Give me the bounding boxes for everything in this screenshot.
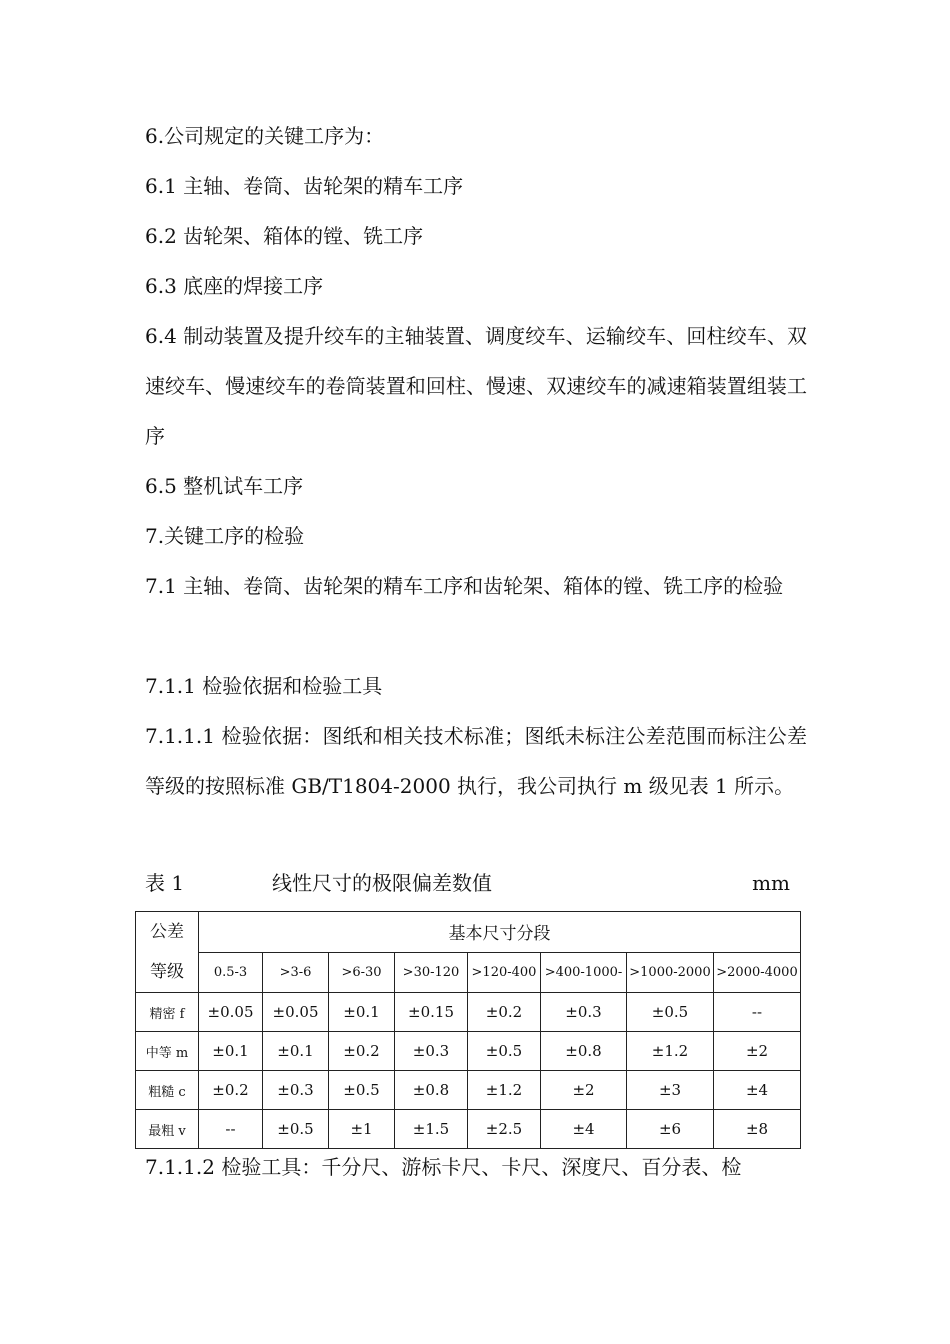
tolerance-value: ±3 bbox=[627, 1071, 714, 1110]
range-header: >120-400 bbox=[468, 952, 541, 993]
tolerance-value: ±0.1 bbox=[329, 993, 395, 1032]
grade-name-cell: 中等 m bbox=[136, 1032, 199, 1071]
tolerance-value: ±0.15 bbox=[395, 993, 468, 1032]
paragraph-6-3: 6.3 底座的焊接工序 bbox=[145, 274, 324, 298]
range-header: >6-30 bbox=[329, 952, 395, 993]
table-row bbox=[136, 993, 801, 1032]
table-caption-label: 表 1 bbox=[145, 871, 185, 895]
paragraph-7-1-1: 7.1.1 检验依据和检验工具 bbox=[145, 674, 383, 698]
table-row bbox=[136, 1071, 801, 1110]
grade-header-line-2: 等级 bbox=[150, 962, 184, 982]
tolerance-value: ±2 bbox=[541, 1071, 627, 1110]
range-header: >1000-2000 bbox=[627, 952, 714, 993]
paragraph-6-5: 6.5 整机试车工序 bbox=[145, 474, 304, 498]
tolerance-value: ±0.5 bbox=[329, 1071, 395, 1110]
paragraph-6-1: 6.1 主轴、卷筒、齿轮架的精车工序 bbox=[145, 174, 464, 198]
table-row bbox=[136, 1032, 801, 1071]
tolerance-value: ±0.5 bbox=[468, 1032, 541, 1071]
table-range-row bbox=[136, 952, 801, 993]
range-header: >400-1000- bbox=[541, 952, 627, 993]
grade-name-cell: 精密 f bbox=[136, 993, 199, 1032]
tolerance-value: ±0.3 bbox=[395, 1032, 468, 1071]
paragraph-6-2: 6.2 齿轮架、箱体的镗、铣工序 bbox=[145, 224, 424, 248]
tolerance-value: ±0.2 bbox=[199, 1071, 263, 1110]
table-caption bbox=[145, 860, 790, 906]
grade-header-line-1: 公差 bbox=[150, 922, 184, 942]
paragraph-7-1-1-1: 7.1.1.1 检验依据：图纸和相关技术标准；图纸未标注公差范围而标注公差等级的按照标准 GB/T1804-2000 执行，我公司执行 m 级见表 1 所示。 bbox=[145, 724, 807, 798]
tolerance-value: ±4 bbox=[541, 1110, 627, 1149]
range-header: >2000-4000 bbox=[714, 952, 801, 993]
paragraph-7-1-1-2: 7.1.1.2 检验工具：千分尺、游标卡尺、卡尺、深度尺、百分表、检 bbox=[145, 1155, 742, 1179]
tolerance-value: ±0.2 bbox=[468, 993, 541, 1032]
grade-name-cell: 最粗 v bbox=[136, 1110, 199, 1149]
paragraph-6: 6.公司规定的关键工序为： bbox=[145, 124, 385, 148]
tolerance-value: ±4 bbox=[714, 1071, 801, 1110]
tolerance-value: ±0.2 bbox=[329, 1032, 395, 1071]
range-header: 0.5-3 bbox=[199, 952, 263, 993]
tolerance-table bbox=[135, 911, 801, 1149]
tolerance-value: ±0.3 bbox=[541, 993, 627, 1032]
grade-name-cell: 粗糙 c bbox=[136, 1071, 199, 1110]
tolerance-value: ±8 bbox=[714, 1110, 801, 1149]
tolerance-value: -- bbox=[199, 1110, 263, 1149]
tolerance-value: ±0.3 bbox=[263, 1071, 329, 1110]
table-caption-title: 线性尺寸的极限偏差数值 bbox=[272, 871, 492, 895]
tolerance-value: ±0.5 bbox=[263, 1110, 329, 1149]
section-header-cell: 基本尺寸分段 bbox=[199, 912, 801, 953]
table-caption-unit: mm bbox=[752, 871, 790, 895]
tolerance-value: ±0.8 bbox=[395, 1071, 468, 1110]
tolerance-value: ±2 bbox=[714, 1032, 801, 1071]
tolerance-value: ±1.5 bbox=[395, 1110, 468, 1149]
paragraph-7: 7.关键工序的检验 bbox=[145, 524, 305, 548]
tolerance-value: ±0.8 bbox=[541, 1032, 627, 1071]
table-header-row bbox=[136, 912, 801, 953]
paragraph-6-4: 6.4 制动装置及提升绞车的主轴装置、调度绞车、运输绞车、回柱绞车、双速绞车、慢速绞车的卷筒装置和回柱、慢速、双速绞车的减速箱装置组装工序 bbox=[145, 324, 807, 448]
tolerance-value: ±1.2 bbox=[468, 1071, 541, 1110]
tolerance-value: ±0.5 bbox=[627, 993, 714, 1032]
grade-header-cell bbox=[136, 912, 199, 993]
range-header: >3-6 bbox=[263, 952, 329, 993]
tolerance-value: ±0.05 bbox=[263, 993, 329, 1032]
tolerance-value: ±0.05 bbox=[199, 993, 263, 1032]
tolerance-value: ±0.1 bbox=[199, 1032, 263, 1071]
tolerance-value: ±2.5 bbox=[468, 1110, 541, 1149]
tolerance-value: ±1 bbox=[329, 1110, 395, 1149]
tolerance-value: ±6 bbox=[627, 1110, 714, 1149]
tolerance-value: -- bbox=[714, 993, 801, 1032]
tolerance-value: ±1.2 bbox=[627, 1032, 714, 1071]
paragraph-7-1: 7.1 主轴、卷筒、齿轮架的精车工序和齿轮架、箱体的镗、铣工序的检验 bbox=[145, 574, 784, 598]
tolerance-value: ±0.1 bbox=[263, 1032, 329, 1071]
range-header: >30-120 bbox=[395, 952, 468, 993]
